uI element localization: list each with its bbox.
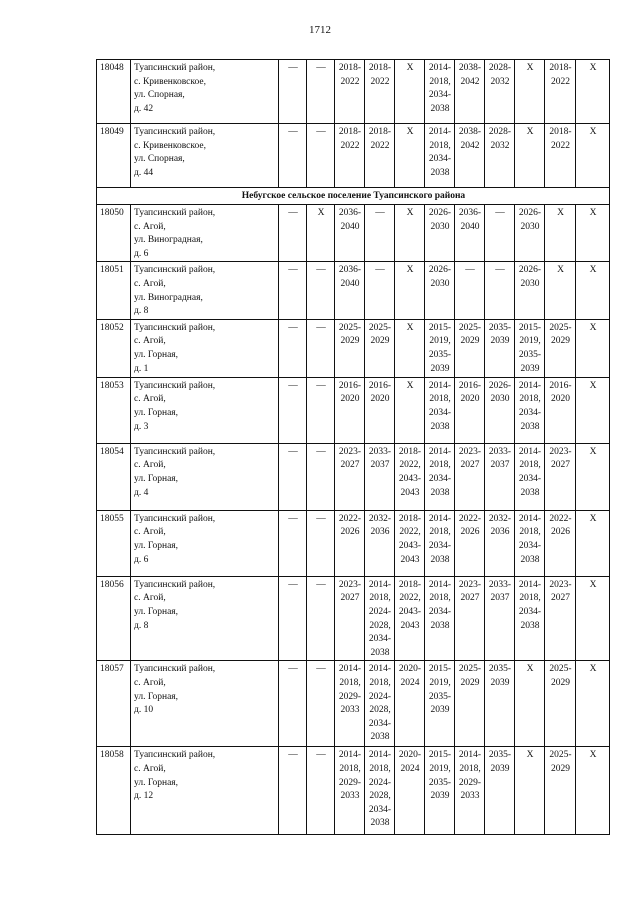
row-id: 18055 [97, 510, 131, 576]
row-cell: X [576, 661, 610, 747]
row-cell: 2038- 2042 [455, 124, 485, 188]
row-cell: 2014- 2018, 2034- 2038 [425, 377, 455, 443]
row-cell: — [307, 661, 335, 747]
row-cell: 2014- 2018, 2024- 2028, 2034- 2038 [365, 661, 395, 747]
row-id: 18056 [97, 576, 131, 661]
row-cell: X [395, 205, 425, 262]
row-id: 18057 [97, 661, 131, 747]
row-cell: 2018- 2022 [365, 124, 395, 188]
row-cell: — [279, 510, 307, 576]
row-id: 18053 [97, 377, 131, 443]
row-cell: 2023- 2027 [455, 576, 485, 661]
row-cell: 2018- 2022, 2043- 2043 [395, 443, 425, 510]
row-cell: 2020- 2024 [395, 747, 425, 835]
row-cell: — [307, 319, 335, 377]
row-address: Туапсинский район, с. Агой, ул. Горная, д. 4 [131, 443, 279, 510]
row-cell: — [279, 377, 307, 443]
row-cell: X [515, 60, 545, 124]
row-id: 18052 [97, 319, 131, 377]
row-address: Туапсинский район, с. Кривенковское, ул. Спорная, д. 44 [131, 124, 279, 188]
row-cell: 2026- 2030 [515, 205, 545, 262]
row-cell: 2018- 2022 [335, 60, 365, 124]
row-cell: 2018- 2022 [545, 60, 576, 124]
row-cell: 2025- 2029 [365, 319, 395, 377]
row-cell: X [576, 576, 610, 661]
section-header-row [97, 188, 610, 205]
row-cell: X [395, 319, 425, 377]
row-cell: X [395, 124, 425, 188]
table-row [97, 661, 610, 747]
row-address: Туапсинский район, с. Агой, ул. Виноградная, д. 8 [131, 262, 279, 319]
row-cell: 2014- 2018, 2034- 2038 [515, 377, 545, 443]
row-cell: 2014- 2018, 2034- 2038 [425, 124, 455, 188]
row-cell: — [279, 747, 307, 835]
row-cell: 2025- 2029 [455, 319, 485, 377]
row-cell: 2026- 2030 [485, 377, 515, 443]
row-cell: 2023- 2027 [335, 576, 365, 661]
row-cell: 2016- 2020 [365, 377, 395, 443]
row-id: 18058 [97, 747, 131, 835]
row-cell: 2036- 2040 [335, 262, 365, 319]
row-cell: 2014- 2018, 2024- 2028, 2034- 2038 [365, 576, 395, 661]
row-cell: 2016- 2020 [455, 377, 485, 443]
row-cell: 2014- 2018, 2029- 2033 [455, 747, 485, 835]
row-cell: 2018- 2022 [365, 60, 395, 124]
table-row [97, 510, 610, 576]
row-cell: 2033- 2037 [485, 576, 515, 661]
row-cell: 2035- 2039 [485, 319, 515, 377]
row-cell: — [307, 510, 335, 576]
row-cell: 2020- 2024 [395, 661, 425, 747]
row-cell: 2018- 2022, 2043- 2043 [395, 510, 425, 576]
row-cell: 2028- 2032 [485, 124, 515, 188]
table-row [97, 747, 610, 835]
row-cell: 2025- 2029 [545, 747, 576, 835]
row-cell: 2014- 2018, 2034- 2038 [515, 576, 545, 661]
row-cell: 2025- 2029 [455, 661, 485, 747]
table-row [97, 576, 610, 661]
row-address: Туапсинский район, с. Агой, ул. Виноградная, д. 6 [131, 205, 279, 262]
table-row [97, 262, 610, 319]
row-cell: 2018- 2022 [545, 124, 576, 188]
row-cell: X [576, 443, 610, 510]
row-cell: 2022- 2026 [545, 510, 576, 576]
row-cell: — [279, 205, 307, 262]
row-cell: X [545, 262, 576, 319]
row-address: Туапсинский район, с. Агой, ул. Горная, д. 1 [131, 319, 279, 377]
table-row [97, 60, 610, 124]
table-row [97, 205, 610, 262]
row-cell: 2033- 2037 [365, 443, 395, 510]
row-cell: — [307, 443, 335, 510]
table-body-agoy [97, 205, 610, 835]
row-cell: 2025- 2029 [545, 319, 576, 377]
row-cell: — [485, 262, 515, 319]
row-id: 18054 [97, 443, 131, 510]
row-cell: — [307, 124, 335, 188]
table-row [97, 443, 610, 510]
row-cell: — [279, 262, 307, 319]
page-number: 1712 [309, 24, 331, 36]
row-cell: 2014- 2018, 2024- 2028, 2034- 2038 [365, 747, 395, 835]
row-cell: X [576, 377, 610, 443]
row-cell: — [307, 377, 335, 443]
row-cell: — [307, 60, 335, 124]
row-cell: X [576, 205, 610, 262]
row-cell: 2023- 2027 [545, 443, 576, 510]
row-address: Туапсинский район, с. Агой, ул. Горная, д. 6 [131, 510, 279, 576]
row-cell: 2015- 2019, 2035- 2039 [425, 661, 455, 747]
row-cell: — [307, 576, 335, 661]
row-cell: 2023- 2027 [545, 576, 576, 661]
row-cell: 2022- 2026 [455, 510, 485, 576]
row-cell: X [576, 60, 610, 124]
row-cell: 2025- 2029 [545, 661, 576, 747]
row-cell: X [515, 747, 545, 835]
row-cell: — [279, 124, 307, 188]
row-cell: 2014- 2018, 2034- 2038 [425, 576, 455, 661]
row-cell: — [365, 205, 395, 262]
row-cell: — [307, 747, 335, 835]
table-body-kriv [97, 60, 610, 188]
row-cell: 2038- 2042 [455, 60, 485, 124]
row-cell: 2014- 2018, 2029- 2033 [335, 661, 365, 747]
row-address: Туапсинский район, с. Агой, ул. Горная, д. 3 [131, 377, 279, 443]
row-cell: 2015- 2019, 2035- 2039 [425, 319, 455, 377]
row-cell: 2014- 2018, 2034- 2038 [425, 60, 455, 124]
row-cell: 2022- 2026 [335, 510, 365, 576]
row-address: Туапсинский район, с. Агой, ул. Горная, д. 10 [131, 661, 279, 747]
row-cell: 2014- 2018, 2034- 2038 [425, 510, 455, 576]
row-cell: 2028- 2032 [485, 60, 515, 124]
row-cell: X [515, 661, 545, 747]
row-cell: 2026- 2030 [425, 262, 455, 319]
row-address: Туапсинский район, с. Кривенковское, ул. Спорная, д. 42 [131, 60, 279, 124]
row-cell: 2035- 2039 [485, 661, 515, 747]
row-cell: 2014- 2018, 2029- 2033 [335, 747, 365, 835]
row-cell: X [395, 377, 425, 443]
row-cell: 2032- 2036 [485, 510, 515, 576]
row-cell: 2033- 2037 [485, 443, 515, 510]
row-cell: 2014- 2018, 2034- 2038 [515, 510, 545, 576]
row-cell: X [395, 60, 425, 124]
row-address: Туапсинский район, с. Агой, ул. Горная, д. 8 [131, 576, 279, 661]
row-cell: 2018- 2022, 2043- 2043 [395, 576, 425, 661]
row-cell: 2026- 2030 [425, 205, 455, 262]
row-cell: X [576, 747, 610, 835]
row-cell: 2015- 2019, 2035- 2039 [515, 319, 545, 377]
row-cell: 2023- 2027 [335, 443, 365, 510]
row-cell: — [455, 262, 485, 319]
row-cell: 2016- 2020 [545, 377, 576, 443]
row-cell: 2016- 2020 [335, 377, 365, 443]
row-cell: X [576, 319, 610, 377]
row-cell: — [485, 205, 515, 262]
row-cell: — [279, 576, 307, 661]
row-cell: — [279, 60, 307, 124]
row-cell: 2036- 2040 [335, 205, 365, 262]
row-cell: 2035- 2039 [485, 747, 515, 835]
row-cell: 2014- 2018, 2034- 2038 [515, 443, 545, 510]
row-cell: X [515, 124, 545, 188]
row-cell: X [307, 205, 335, 262]
row-cell: X [395, 262, 425, 319]
row-cell: 2014- 2018, 2034- 2038 [425, 443, 455, 510]
row-cell: X [545, 205, 576, 262]
row-cell: X [576, 510, 610, 576]
row-cell: — [279, 443, 307, 510]
row-cell: 2025- 2029 [335, 319, 365, 377]
row-cell: 2026- 2030 [515, 262, 545, 319]
registry-table [96, 59, 610, 835]
row-cell: X [576, 262, 610, 319]
table-row [97, 319, 610, 377]
row-cell: 2032- 2036 [365, 510, 395, 576]
row-id: 18050 [97, 205, 131, 262]
table-row [97, 377, 610, 443]
row-address: Туапсинский район, с. Агой, ул. Горная, д. 12 [131, 747, 279, 835]
row-cell: 2023- 2027 [455, 443, 485, 510]
row-id: 18048 [97, 60, 131, 124]
row-cell: — [365, 262, 395, 319]
row-cell: X [576, 124, 610, 188]
table-row [97, 124, 610, 188]
row-id: 18049 [97, 124, 131, 188]
row-cell: 2018- 2022 [335, 124, 365, 188]
row-id: 18051 [97, 262, 131, 319]
row-cell: 2015- 2019, 2035- 2039 [425, 747, 455, 835]
row-cell: — [307, 262, 335, 319]
row-cell: — [279, 661, 307, 747]
row-cell: — [279, 319, 307, 377]
section-header: Небугское сельское поселение Туапсинского района [97, 188, 610, 205]
row-cell: 2036- 2040 [455, 205, 485, 262]
